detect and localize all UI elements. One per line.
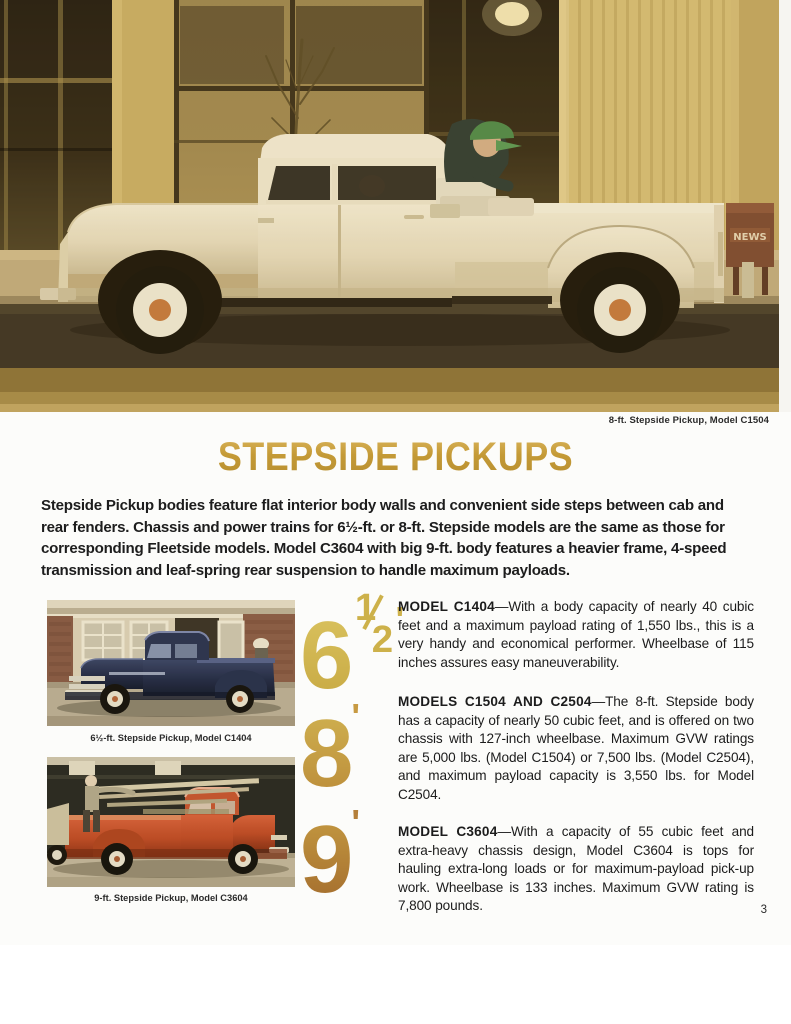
model-lead-c1404: MODEL C1404 [398, 599, 495, 614]
model-body-c3604: —With a capacity of 55 cubic feet and extra-heavy chassis design, Model C3604 is tops for hauling extra-long loads or for maximum-payload pick-up work. Wheelbase is 133 inches. Maximum GVW rating is 7,800 pounds. [398, 824, 754, 914]
numeral-nine-foot [300, 802, 395, 913]
numeral-value-1: 6 [300, 602, 352, 710]
hero-photo-caption: 8-ft. Stepside Pickup, Model C1504 [608, 415, 769, 426]
model-lead-c3604: MODEL C3604 [398, 824, 498, 839]
photo-c1404-blue-pickup [47, 600, 295, 726]
numeral-value-2: 8 [300, 699, 352, 807]
numeral-eight-foot [300, 696, 395, 807]
model-block-c1404 [395, 598, 755, 672]
page-bottom-margin [0, 945, 791, 1024]
numeral-prime-1: ' [395, 598, 405, 640]
numeral-value-3: 9 [300, 805, 352, 913]
model-body-c1504-c2504: —The 8-ft. Stepside body has a capacity of nearly 50 cubic feet, and is offered on two chassis with 127-inch wheelbase. Maximum GVW ratings are 5,000 lbs. (Model C1504) or 7,500 lbs. (Model C2504), and maximum payload capacity is 3,550 lbs. for Model C2504. [398, 694, 754, 803]
intro-paragraph: Stepside Pickup bodies feature flat interior body walls and convenient side steps between cab and rear fenders. Chassis and power trains for 6½-ft. or 8-ft. Stepside models are the same as those for corresponding Fleetside models. Model C3604 with big 9-ft. body features a heavier frame, 4-speed transmission and leaf-spring rear suspension to handle maximum payloads. [41, 497, 727, 579]
page-title: STEPSIDE PICKUPS [40, 437, 752, 477]
photo-c1404-illustration [47, 600, 295, 726]
body-length-numerals [300, 586, 405, 913]
photo-c1404-caption: 6½-ft. Stepside Pickup, Model C1404 [90, 733, 252, 743]
model-block-c1504-c2504 [398, 693, 754, 805]
svg-text:NEWS: NEWS [733, 232, 767, 243]
photo-c3604-caption: 9-ft. Stepside Pickup, Model C3604 [94, 893, 248, 903]
numeral-prime-3: ' [351, 802, 361, 843]
hero-photo-illustration [0, 0, 779, 412]
numeral-fraction-1: 1 2 [354, 586, 393, 661]
numeral-six-and-a-half-foot [300, 586, 405, 710]
model-body-c1404: —With a body capacity of nearly 40 cubic feet and a maximum payload rating of 1,550 lbs., this is a very handy and economical performer. Wheelbase of 115 inches assures easy maneuverability. [398, 599, 755, 670]
hero-right-margin [779, 0, 791, 412]
photo-c3604-illustration [47, 757, 295, 887]
model-block-c3604 [398, 823, 754, 916]
numeral-prime-2: ' [351, 696, 361, 737]
hero-photo-stepside-street [0, 0, 779, 412]
page-number: 3 [760, 904, 767, 916]
model-lead-c1504-c2504: MODELS C1504 AND C2504 [398, 694, 592, 709]
photo-c3604-red-pickup [47, 757, 295, 887]
